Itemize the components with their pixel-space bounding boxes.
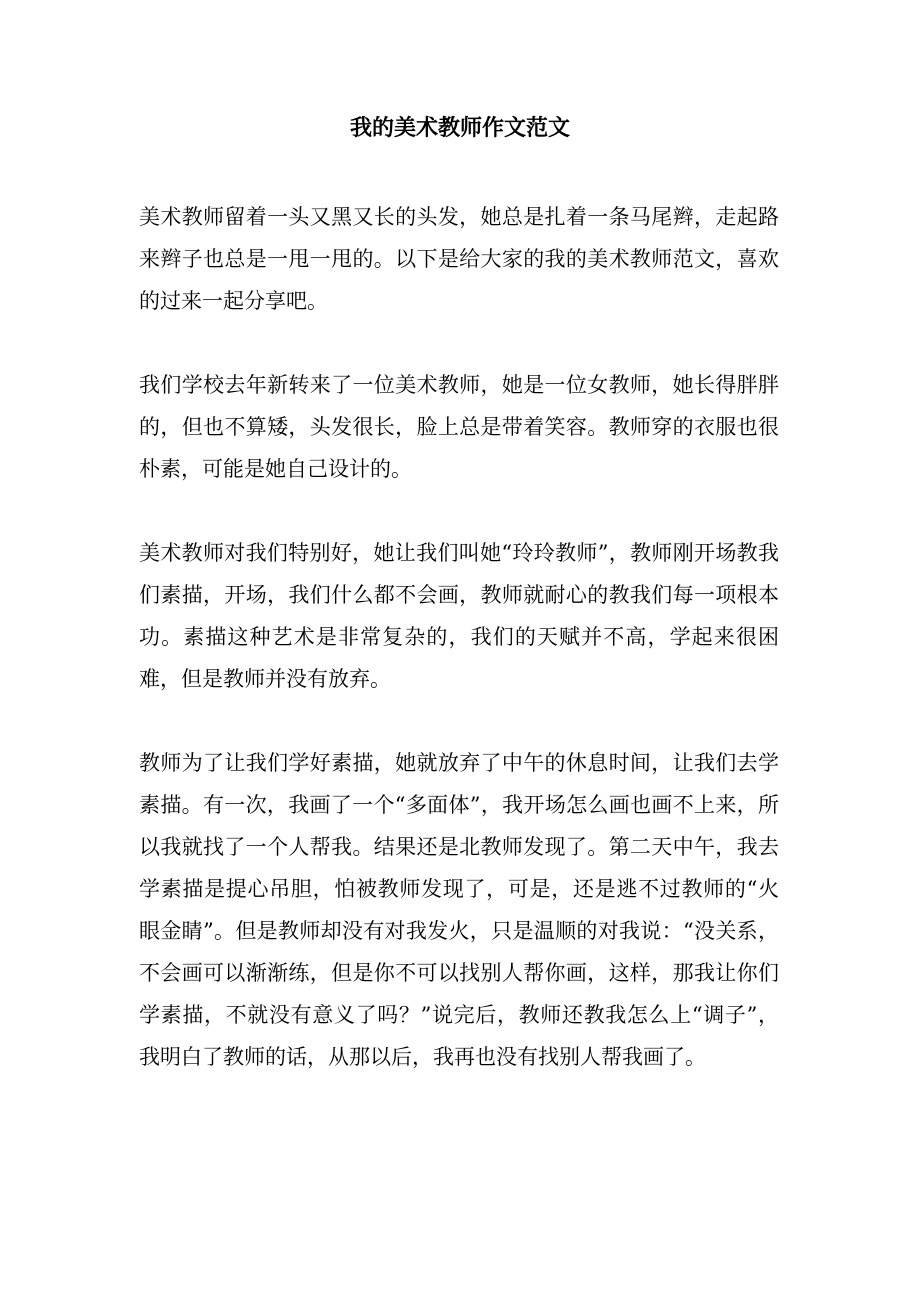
paragraph-polyhedron-story: 教师为了让我们学好素描，她就放弃了中午的休息时间，让我们去学素描。有一次，我画了一个“多面体”，我开场怎么画也画不上来，所以我就找了一个人帮我。结果还是北教师发现了。第二天中午，我去学素描是提心吊胆，怕被教师发现了，可是，还是逃不过教师的“火眼金睛”。但是教师却没有对我发火，只是温顺的对我说：“没关系，不会画可以渐渐练，但是你不可以找别人帮你画，这样，那我让你们学素描，不就没有意义了吗？”说完后，教师还教我怎么上“调子”，我明白了教师的话，从那以后，我再也没有找别人帮我画了。 xyxy=(139,751,779,1069)
document-title: 我的美术教师作文范文 xyxy=(349,115,570,141)
document-body xyxy=(139,196,779,1120)
paragraph-teacher-description: 我们学校去年新转来了一位美术教师，她是一位女教师，她长得胖胖的，但也不算矮，头发很长，脸上总是带着笑容。教师穿的衣服也很朴素，可能是她自己设计的。 xyxy=(139,373,779,481)
paragraph-intro: 美术教师留着一头又黑又长的头发，她总是扎着一条马尾辫，走起路来辫子也总是一甩一甩的。以下是给大家的我的美术教师范文，喜欢的过来一起分享吧。 xyxy=(139,205,779,313)
paragraph-sketch-lessons: 美术教师对我们特别好，她让我们叫她“玲玲教师”，教师刚开场教我们素描，开场，我们什么都不会画，教师就耐心的教我们每一项根本功。素描这种艺术是非常复杂的，我们的天赋并不高，学起来很困难，但是教师并没有放弃。 xyxy=(139,541,779,691)
